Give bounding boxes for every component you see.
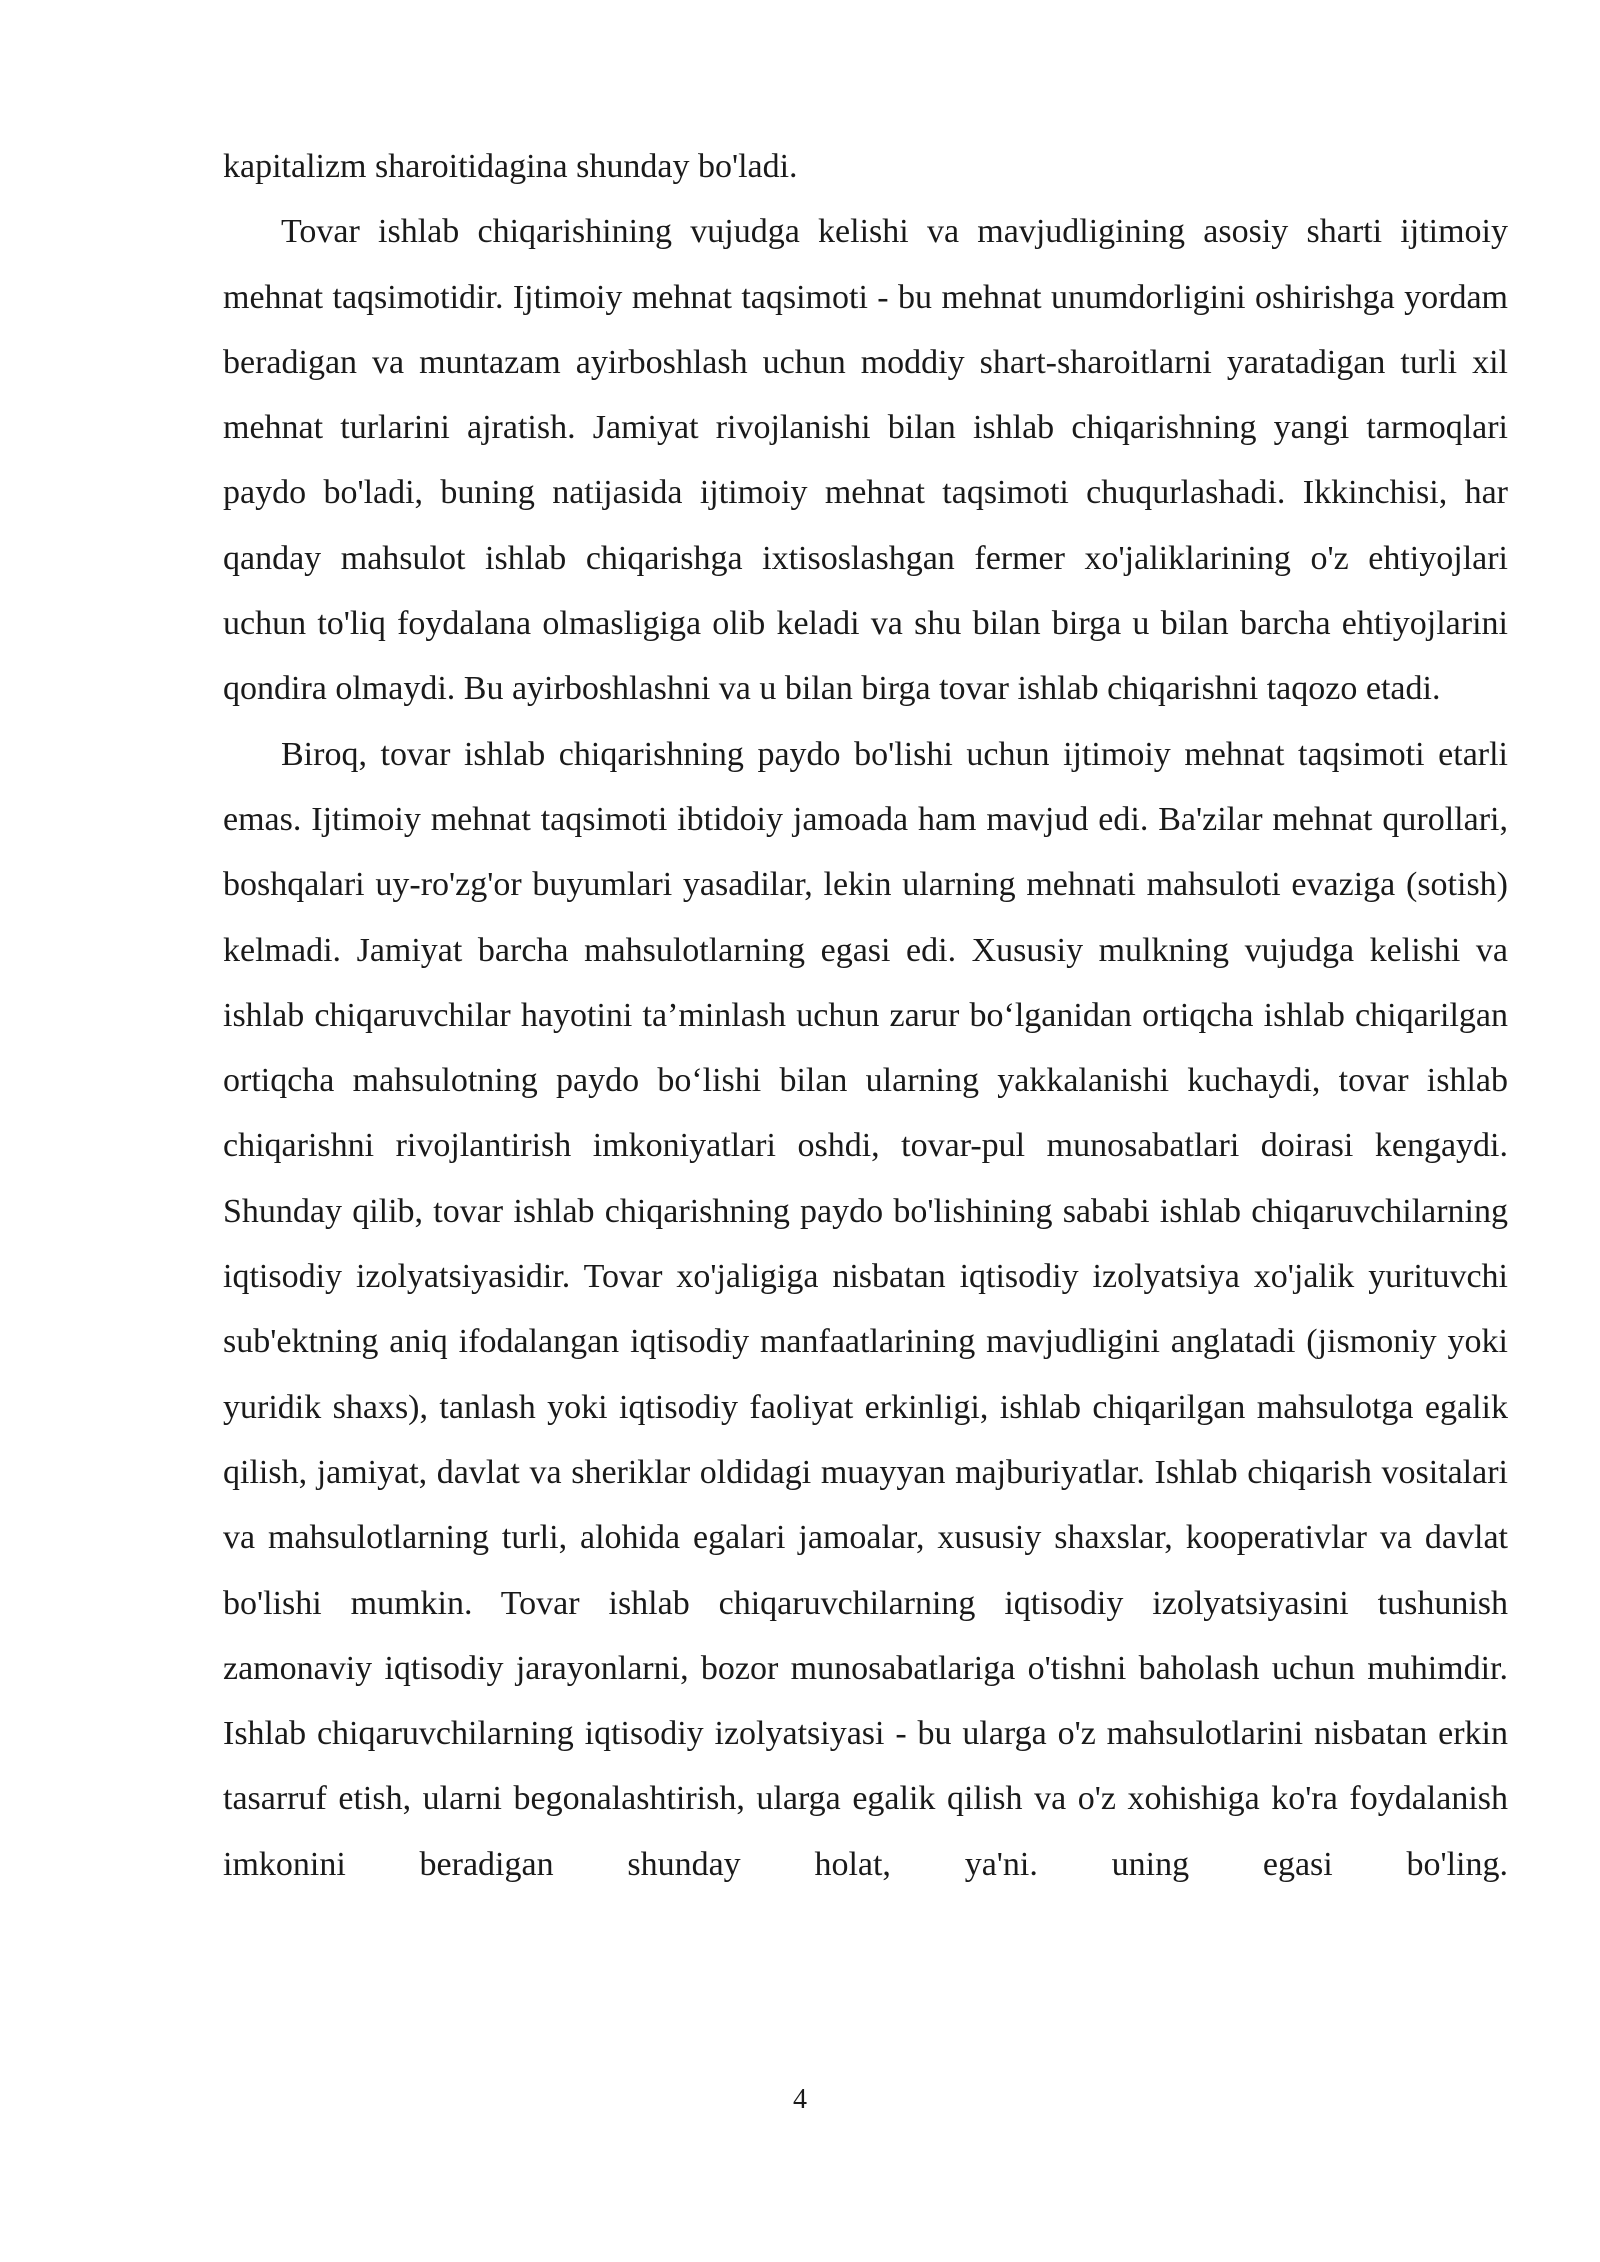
- paragraph-continuation: kapitalizm sharoitidagina shunday bo'ladi.: [223, 148, 798, 185]
- document-body: [223, 134, 1508, 1897]
- page-number: 4: [793, 2084, 807, 2115]
- paragraph-commodity-production-condition: Tovar ishlab chiqarishining vujudga kelishi va mavjudligining asosiy sharti ijtimoiy mehnat taqsimotidir. Ijtimoiy mehnat taqsimoti - bu mehnat unumdorligini oshirishga yordam beradigan va muntazam ayirboshlash uchun moddiy shart-sharoitlarni yaratadigan turli xil mehnat turlarini ajratish. Jamiyat rivojlanishi bilan ishlab chiqarishning yangi tarmoqlari paydo bo'ladi, buning natijasida ijtimoiy mehnat taqsimoti chuqurlashadi. Ikkinchisi, har qanday mahsulot ishlab chiqarishga ixtisoslashgan fermer xo'jaliklarining o'z ehtiyojlari uchun to'liq foydalana olmasligiga olib keladi va shu bilan birga u bilan barcha ehtiyojlarini qondira olmaydi. Bu ayirboshlashni va u bilan birga tovar ishlab chiqarishni taqozo etadi.: [223, 213, 1508, 708]
- paragraph-economic-isolation: Biroq, tovar ishlab chiqarishning paydo bo'lishi uchun ijtimoiy mehnat taqsimoti etarli emas. Ijtimoiy mehnat taqsimoti ibtidoiy jamoada ham mavjud edi. Ba'zilar mehnat qurollari, boshqalari uy-ro'zg'or buyumlari yasadilar, lekin ularning mehnati mahsuloti evaziga (sotish) kelmadi. Jamiyat barcha mahsulotlarning egasi edi. Xususiy mulkning vujudga kelishi va ishlab chiqaruvchilar hayotini ta’minlash uchun zarur bo‘lganidan ortiqcha ishlab chiqarilgan ortiqcha mahsulotning paydo bo‘lishi bilan ularning yakkalanishi kuchaydi, tovar ishlab chiqarishni rivojlantirish imkoniyatlari oshdi, tovar-pul munosabatlari doirasi kengaydi. Shunday qilib, tovar ishlab chiqarishning paydo bo'lishining sababi ishlab chiqaruvchilarning iqtisodiy izolyatsiyasidir. Tovar xo'jaligiga nisbatan iqtisodiy izolyatsiya xo'jalik yurituvchi sub'ektning aniq ifodalangan iqtisodiy manfaatlarining mavjudligini anglatadi (jismoniy yoki yuridik shaxs), tanlash yoki iqtisodiy faoliyat erkinligi, ishlab chiqarilgan mahsulotga egalik qilish, jamiyat, davlat va sheriklar oldidagi muayyan majburiyatlar. Ishlab chiqarish vositalari va mahsulotlarning turli, alohida egalari jamoalar, xususiy shaxslar, kooperativlar va davlat bo'lishi mumkin. Tovar ishlab chiqaruvchilarning iqtisodiy izolyatsiyasini tushunish zamonaviy iqtisodiy jarayonlarni, bozor munosabatlariga o'tishni baholash uchun muhimdir. Ishlab chiqaruvchilarning iqtisodiy izolyatsiyasi - bu ularga o'z mahsulotlarini nisbatan erkin tasarruf etish, ularni begonalashtirish, ularga egalik qilish va o'z xohishiga ko'ra foydalanish imkonini beradigan shunday holat, ya'ni. uning egasi bo'ling.: [223, 735, 1508, 1883]
